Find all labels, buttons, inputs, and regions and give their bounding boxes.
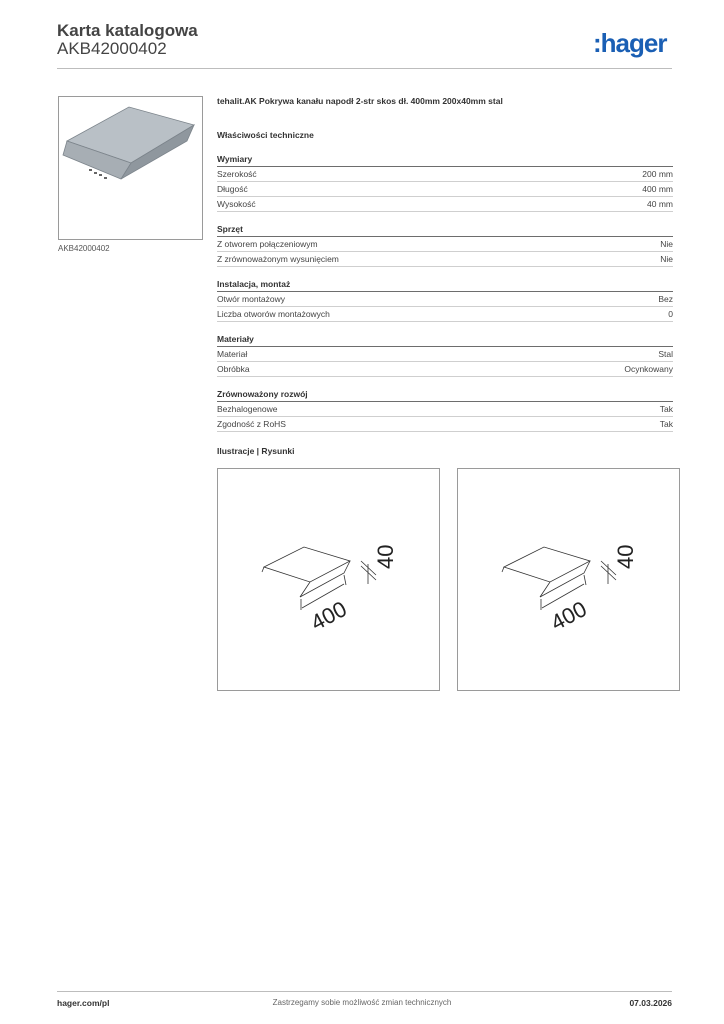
illustrations-title: Ilustracje | Rysunki <box>217 446 295 456</box>
spec-value: Bez <box>658 294 673 304</box>
spec-value: Nie <box>660 239 673 249</box>
spec-group-title: Instalacja, montaż <box>217 279 673 292</box>
spec-label: Z otworem połączeniowym <box>217 239 318 249</box>
product-image-frame <box>58 96 203 240</box>
spec-row <box>217 167 673 182</box>
spec-label: Bezhalogenowe <box>217 404 278 414</box>
technical-drawing-2 <box>457 468 680 691</box>
height-dimension-label: 40 <box>373 544 398 569</box>
spec-label: Materiał <box>217 349 248 359</box>
spec-row <box>217 182 673 197</box>
document-title: Karta katalogowa <box>57 21 198 40</box>
footer-website-link[interactable]: hager.com/pl <box>57 998 110 1008</box>
product-description: tehalit.AK Pokrywa kanału napodł 2-str skos dł. 400mm 200x40mm stal <box>217 96 503 106</box>
product-code-caption: AKB42000402 <box>58 244 110 253</box>
spec-group-sustainability <box>217 389 673 432</box>
dimension-drawing <box>458 469 679 690</box>
length-dimension-label: 400 <box>546 596 591 636</box>
spec-row <box>217 292 673 307</box>
header-divider <box>57 68 672 69</box>
spec-group-dimensions <box>217 154 673 212</box>
spec-value: Tak <box>659 419 673 429</box>
length-dimension-label: 400 <box>306 596 351 636</box>
footer-date: 07.03.2026 <box>629 998 672 1008</box>
spec-label: Szerokość <box>217 169 257 179</box>
spec-value: 40 mm <box>647 199 673 209</box>
spec-value: Tak <box>659 404 673 414</box>
spec-label: Liczba otworów montażowych <box>217 309 330 319</box>
spec-label: Wysokość <box>217 199 256 209</box>
spec-row <box>217 237 673 252</box>
spec-value: Ocynkowany <box>624 364 673 374</box>
footer-divider <box>57 991 672 992</box>
spec-group-title: Materiały <box>217 334 673 347</box>
product-details <box>217 96 673 456</box>
spec-label: Otwór montażowy <box>217 294 286 304</box>
spec-row <box>217 197 673 212</box>
dimension-drawing <box>218 469 439 690</box>
spec-value: 200 mm <box>642 169 673 179</box>
spec-value: 0 <box>668 309 673 319</box>
spec-label: Zgodność z RoHS <box>217 419 286 429</box>
hager-logo: :hager <box>593 28 667 58</box>
spec-group-equipment <box>217 224 673 267</box>
spec-row <box>217 417 673 432</box>
spec-label: Z zrównoważonym wysunięciem <box>217 254 339 264</box>
spec-row <box>217 402 673 417</box>
spec-value: Nie <box>660 254 673 264</box>
cable-duct-cover-image <box>59 97 202 239</box>
spec-value: 400 mm <box>642 184 673 194</box>
spec-row <box>217 307 673 322</box>
spec-value: Stal <box>658 349 673 359</box>
spec-label: Obróbka <box>217 364 250 374</box>
product-code: AKB42000402 <box>57 39 167 58</box>
spec-row <box>217 362 673 377</box>
footer-disclaimer: Zastrzegamy sobie możliwość zmian technicznych <box>272 998 452 1007</box>
spec-group-title: Zrównoważony rozwój <box>217 389 673 402</box>
spec-row <box>217 347 673 362</box>
spec-label: Długość <box>217 184 248 194</box>
spec-group-title: Wymiary <box>217 154 673 167</box>
technical-drawing-1 <box>217 468 440 691</box>
specs-section-title: Właściwości techniczne <box>217 130 314 140</box>
spec-row <box>217 252 673 267</box>
height-dimension-label: 40 <box>613 544 638 569</box>
spec-group-installation <box>217 279 673 322</box>
spec-group-materials <box>217 334 673 377</box>
spec-group-title: Sprzęt <box>217 224 673 237</box>
